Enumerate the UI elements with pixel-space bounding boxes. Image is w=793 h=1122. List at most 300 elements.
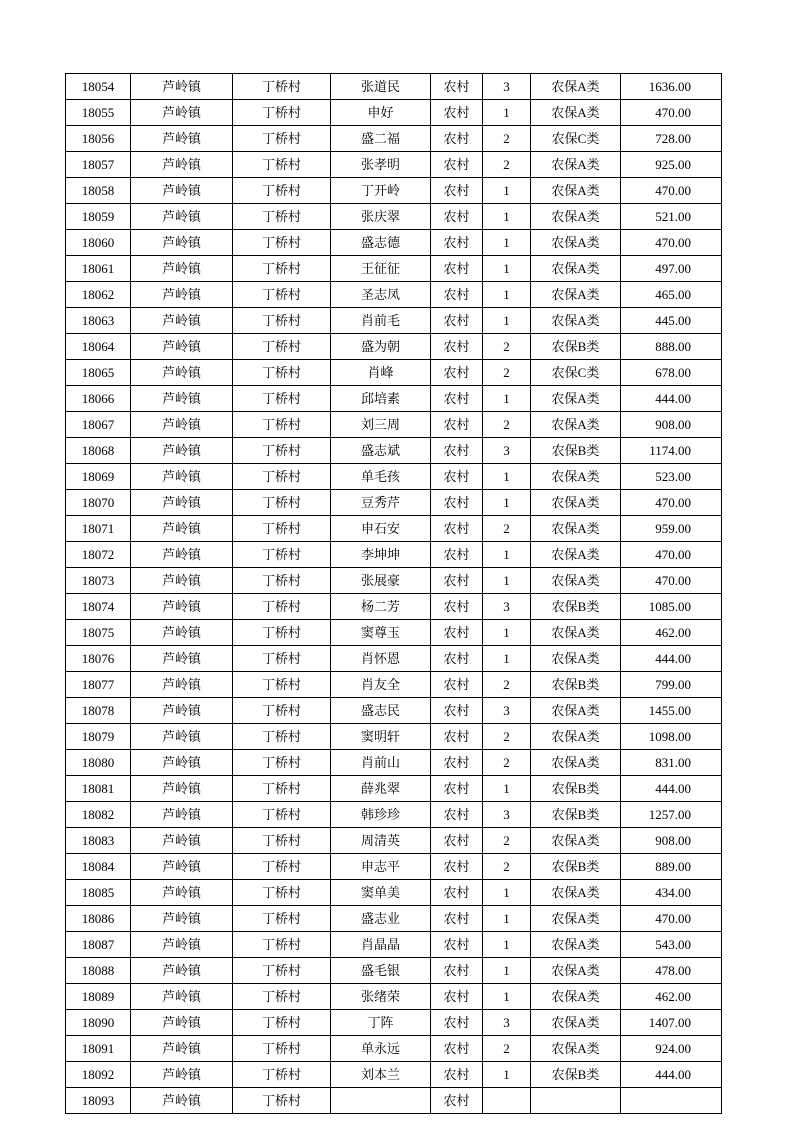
cell-town: 芦岭镇 bbox=[131, 802, 233, 828]
cell-id: 18092 bbox=[66, 1062, 131, 1088]
cell-id: 18057 bbox=[66, 152, 131, 178]
cell-count: 1 bbox=[483, 178, 531, 204]
table-row bbox=[66, 308, 722, 334]
cell-residence: 农村 bbox=[431, 906, 483, 932]
cell-town: 芦岭镇 bbox=[131, 854, 233, 880]
cell-amount: 434.00 bbox=[621, 880, 722, 906]
cell-count: 2 bbox=[483, 724, 531, 750]
cell-amount: 1407.00 bbox=[621, 1010, 722, 1036]
cell-name: 申石安 bbox=[331, 516, 431, 542]
cell-amount: 678.00 bbox=[621, 360, 722, 386]
table-row bbox=[66, 906, 722, 932]
cell-id: 18067 bbox=[66, 412, 131, 438]
cell-residence: 农村 bbox=[431, 828, 483, 854]
table-row bbox=[66, 230, 722, 256]
cell-residence: 农村 bbox=[431, 1062, 483, 1088]
roster-table-container bbox=[65, 73, 723, 1108]
cell-amount: 925.00 bbox=[621, 152, 722, 178]
cell-category: 农保A类 bbox=[531, 932, 621, 958]
cell-count: 3 bbox=[483, 438, 531, 464]
cell-count: 1 bbox=[483, 776, 531, 802]
cell-amount: 462.00 bbox=[621, 620, 722, 646]
cell-category: 农保B类 bbox=[531, 1062, 621, 1088]
cell-category: 农保C类 bbox=[531, 126, 621, 152]
cell-category: 农保A类 bbox=[531, 308, 621, 334]
cell-village: 丁桥村 bbox=[233, 438, 331, 464]
cell-residence: 农村 bbox=[431, 958, 483, 984]
cell-town: 芦岭镇 bbox=[131, 74, 233, 100]
cell-village: 丁桥村 bbox=[233, 152, 331, 178]
table-row bbox=[66, 386, 722, 412]
cell-residence: 农村 bbox=[431, 620, 483, 646]
cell-residence: 农村 bbox=[431, 698, 483, 724]
table-row bbox=[66, 256, 722, 282]
cell-category: 农保C类 bbox=[531, 360, 621, 386]
cell-amount: 1455.00 bbox=[621, 698, 722, 724]
cell-name: 单永远 bbox=[331, 1036, 431, 1062]
cell-name: 申好 bbox=[331, 100, 431, 126]
cell-category: 农保A类 bbox=[531, 204, 621, 230]
cell-category: 农保A类 bbox=[531, 464, 621, 490]
cell-name: 肖晶晶 bbox=[331, 932, 431, 958]
cell-name: 韩珍珍 bbox=[331, 802, 431, 828]
table-row bbox=[66, 1010, 722, 1036]
table-row bbox=[66, 672, 722, 698]
cell-category: 农保A类 bbox=[531, 828, 621, 854]
table-row bbox=[66, 724, 722, 750]
cell-category: 农保B类 bbox=[531, 672, 621, 698]
cell-amount: 908.00 bbox=[621, 412, 722, 438]
cell-id: 18054 bbox=[66, 74, 131, 100]
cell-name: 申志平 bbox=[331, 854, 431, 880]
cell-id: 18063 bbox=[66, 308, 131, 334]
cell-village: 丁桥村 bbox=[233, 412, 331, 438]
cell-name: 刘本兰 bbox=[331, 1062, 431, 1088]
cell-name: 盛为朝 bbox=[331, 334, 431, 360]
cell-amount: 497.00 bbox=[621, 256, 722, 282]
cell-count: 3 bbox=[483, 1010, 531, 1036]
cell-count: 1 bbox=[483, 620, 531, 646]
cell-name: 盛志民 bbox=[331, 698, 431, 724]
cell-residence: 农村 bbox=[431, 984, 483, 1010]
cell-count: 1 bbox=[483, 256, 531, 282]
table-row bbox=[66, 152, 722, 178]
cell-amount: 470.00 bbox=[621, 906, 722, 932]
cell-town: 芦岭镇 bbox=[131, 178, 233, 204]
cell-town: 芦岭镇 bbox=[131, 984, 233, 1010]
cell-count: 2 bbox=[483, 412, 531, 438]
cell-count: 2 bbox=[483, 334, 531, 360]
cell-name: 窦明轩 bbox=[331, 724, 431, 750]
cell-village: 丁桥村 bbox=[233, 1088, 331, 1114]
cell-town: 芦岭镇 bbox=[131, 1062, 233, 1088]
cell-amount: 470.00 bbox=[621, 542, 722, 568]
cell-town: 芦岭镇 bbox=[131, 672, 233, 698]
cell-name: 窦单美 bbox=[331, 880, 431, 906]
cell-town: 芦岭镇 bbox=[131, 490, 233, 516]
cell-residence: 农村 bbox=[431, 516, 483, 542]
cell-category: 农保B类 bbox=[531, 776, 621, 802]
cell-name: 张庆翠 bbox=[331, 204, 431, 230]
cell-category: 农保A类 bbox=[531, 906, 621, 932]
cell-village: 丁桥村 bbox=[233, 178, 331, 204]
cell-count: 2 bbox=[483, 750, 531, 776]
cell-id: 18066 bbox=[66, 386, 131, 412]
cell-amount: 959.00 bbox=[621, 516, 722, 542]
cell-residence: 农村 bbox=[431, 74, 483, 100]
cell-count: 2 bbox=[483, 126, 531, 152]
cell-amount: 478.00 bbox=[621, 958, 722, 984]
cell-residence: 农村 bbox=[431, 594, 483, 620]
cell-count: 1 bbox=[483, 984, 531, 1010]
cell-village: 丁桥村 bbox=[233, 230, 331, 256]
cell-count: 1 bbox=[483, 880, 531, 906]
cell-category: 农保A类 bbox=[531, 1036, 621, 1062]
cell-id: 18087 bbox=[66, 932, 131, 958]
cell-residence: 农村 bbox=[431, 750, 483, 776]
cell-id: 18084 bbox=[66, 854, 131, 880]
cell-residence: 农村 bbox=[431, 542, 483, 568]
cell-count: 3 bbox=[483, 698, 531, 724]
cell-category: 农保A类 bbox=[531, 1010, 621, 1036]
cell-residence: 农村 bbox=[431, 776, 483, 802]
cell-category: 农保A类 bbox=[531, 568, 621, 594]
cell-village: 丁桥村 bbox=[233, 776, 331, 802]
cell-town: 芦岭镇 bbox=[131, 282, 233, 308]
cell-category: 农保B类 bbox=[531, 854, 621, 880]
cell-town: 芦岭镇 bbox=[131, 412, 233, 438]
table-row bbox=[66, 464, 722, 490]
table-row bbox=[66, 516, 722, 542]
cell-residence: 农村 bbox=[431, 308, 483, 334]
cell-town: 芦岭镇 bbox=[131, 542, 233, 568]
cell-name: 丁阵 bbox=[331, 1010, 431, 1036]
cell-village: 丁桥村 bbox=[233, 1062, 331, 1088]
cell-town: 芦岭镇 bbox=[131, 516, 233, 542]
cell-village: 丁桥村 bbox=[233, 698, 331, 724]
cell-name: 肖友全 bbox=[331, 672, 431, 698]
cell-residence: 农村 bbox=[431, 1088, 483, 1114]
cell-count: 2 bbox=[483, 854, 531, 880]
cell-town: 芦岭镇 bbox=[131, 828, 233, 854]
cell-village: 丁桥村 bbox=[233, 672, 331, 698]
cell-residence: 农村 bbox=[431, 568, 483, 594]
cell-category: 农保A类 bbox=[531, 724, 621, 750]
cell-amount: 462.00 bbox=[621, 984, 722, 1010]
cell-name: 杨二芳 bbox=[331, 594, 431, 620]
cell-village: 丁桥村 bbox=[233, 1010, 331, 1036]
cell-category: 农保A类 bbox=[531, 386, 621, 412]
cell-id: 18093 bbox=[66, 1088, 131, 1114]
cell-village: 丁桥村 bbox=[233, 906, 331, 932]
table-row bbox=[66, 282, 722, 308]
cell-id: 18064 bbox=[66, 334, 131, 360]
cell-village: 丁桥村 bbox=[233, 360, 331, 386]
table-row bbox=[66, 334, 722, 360]
cell-category: 农保A类 bbox=[531, 984, 621, 1010]
cell-town: 芦岭镇 bbox=[131, 152, 233, 178]
cell-town: 芦岭镇 bbox=[131, 776, 233, 802]
cell-id: 18079 bbox=[66, 724, 131, 750]
cell-id: 18075 bbox=[66, 620, 131, 646]
cell-village: 丁桥村 bbox=[233, 724, 331, 750]
cell-category: 农保A类 bbox=[531, 282, 621, 308]
cell-village: 丁桥村 bbox=[233, 126, 331, 152]
cell-count: 2 bbox=[483, 152, 531, 178]
cell-residence: 农村 bbox=[431, 646, 483, 672]
table-row bbox=[66, 646, 722, 672]
cell-count: 1 bbox=[483, 204, 531, 230]
cell-count: 1 bbox=[483, 958, 531, 984]
cell-name bbox=[331, 1088, 431, 1114]
table-row bbox=[66, 126, 722, 152]
table-row bbox=[66, 958, 722, 984]
table-row bbox=[66, 412, 722, 438]
cell-residence: 农村 bbox=[431, 178, 483, 204]
cell-residence: 农村 bbox=[431, 230, 483, 256]
cell-count: 1 bbox=[483, 542, 531, 568]
table-row bbox=[66, 984, 722, 1010]
cell-name: 单毛孩 bbox=[331, 464, 431, 490]
cell-id: 18091 bbox=[66, 1036, 131, 1062]
cell-town: 芦岭镇 bbox=[131, 568, 233, 594]
cell-category: 农保B类 bbox=[531, 594, 621, 620]
cell-category: 农保A类 bbox=[531, 256, 621, 282]
cell-count: 1 bbox=[483, 464, 531, 490]
cell-village: 丁桥村 bbox=[233, 204, 331, 230]
cell-id: 18086 bbox=[66, 906, 131, 932]
cell-category: 农保A类 bbox=[531, 542, 621, 568]
cell-amount: 521.00 bbox=[621, 204, 722, 230]
cell-village: 丁桥村 bbox=[233, 334, 331, 360]
cell-category: 农保B类 bbox=[531, 334, 621, 360]
cell-count: 3 bbox=[483, 594, 531, 620]
cell-village: 丁桥村 bbox=[233, 256, 331, 282]
cell-village: 丁桥村 bbox=[233, 386, 331, 412]
table-row bbox=[66, 594, 722, 620]
cell-amount: 470.00 bbox=[621, 230, 722, 256]
table-body bbox=[66, 74, 722, 1114]
cell-village: 丁桥村 bbox=[233, 100, 331, 126]
cell-count: 1 bbox=[483, 646, 531, 672]
cell-id: 18069 bbox=[66, 464, 131, 490]
cell-town: 芦岭镇 bbox=[131, 620, 233, 646]
cell-category: 农保A类 bbox=[531, 698, 621, 724]
cell-town: 芦岭镇 bbox=[131, 230, 233, 256]
cell-village: 丁桥村 bbox=[233, 646, 331, 672]
cell-category bbox=[531, 1088, 621, 1114]
table-row bbox=[66, 776, 722, 802]
table-row bbox=[66, 100, 722, 126]
cell-id: 18083 bbox=[66, 828, 131, 854]
cell-town: 芦岭镇 bbox=[131, 958, 233, 984]
cell-town: 芦岭镇 bbox=[131, 308, 233, 334]
cell-village: 丁桥村 bbox=[233, 568, 331, 594]
cell-amount: 470.00 bbox=[621, 490, 722, 516]
cell-amount: 889.00 bbox=[621, 854, 722, 880]
cell-count: 3 bbox=[483, 802, 531, 828]
cell-town: 芦岭镇 bbox=[131, 1010, 233, 1036]
cell-name: 盛二福 bbox=[331, 126, 431, 152]
table-row bbox=[66, 750, 722, 776]
cell-village: 丁桥村 bbox=[233, 282, 331, 308]
cell-village: 丁桥村 bbox=[233, 984, 331, 1010]
cell-village: 丁桥村 bbox=[233, 620, 331, 646]
cell-id: 18068 bbox=[66, 438, 131, 464]
cell-amount: 470.00 bbox=[621, 568, 722, 594]
cell-amount: 444.00 bbox=[621, 1062, 722, 1088]
cell-id: 18059 bbox=[66, 204, 131, 230]
cell-count: 1 bbox=[483, 490, 531, 516]
cell-amount: 1098.00 bbox=[621, 724, 722, 750]
cell-category: 农保A类 bbox=[531, 230, 621, 256]
table-row bbox=[66, 490, 722, 516]
cell-village: 丁桥村 bbox=[233, 594, 331, 620]
cell-count: 1 bbox=[483, 308, 531, 334]
cell-town: 芦岭镇 bbox=[131, 386, 233, 412]
cell-name: 肖怀恩 bbox=[331, 646, 431, 672]
cell-amount: 444.00 bbox=[621, 386, 722, 412]
cell-residence: 农村 bbox=[431, 490, 483, 516]
cell-category: 农保B类 bbox=[531, 438, 621, 464]
cell-id: 18081 bbox=[66, 776, 131, 802]
cell-village: 丁桥村 bbox=[233, 490, 331, 516]
table-row bbox=[66, 620, 722, 646]
cell-category: 农保A类 bbox=[531, 100, 621, 126]
cell-amount: 888.00 bbox=[621, 334, 722, 360]
cell-id: 18070 bbox=[66, 490, 131, 516]
cell-amount: 728.00 bbox=[621, 126, 722, 152]
cell-category: 农保A类 bbox=[531, 490, 621, 516]
table-row bbox=[66, 854, 722, 880]
cell-town: 芦岭镇 bbox=[131, 100, 233, 126]
cell-village: 丁桥村 bbox=[233, 464, 331, 490]
cell-residence: 农村 bbox=[431, 100, 483, 126]
cell-category: 农保A类 bbox=[531, 880, 621, 906]
cell-category: 农保A类 bbox=[531, 620, 621, 646]
cell-town: 芦岭镇 bbox=[131, 1036, 233, 1062]
cell-village: 丁桥村 bbox=[233, 74, 331, 100]
cell-residence: 农村 bbox=[431, 126, 483, 152]
cell-category: 农保A类 bbox=[531, 152, 621, 178]
cell-amount: 444.00 bbox=[621, 646, 722, 672]
cell-village: 丁桥村 bbox=[233, 308, 331, 334]
cell-village: 丁桥村 bbox=[233, 1036, 331, 1062]
cell-residence: 农村 bbox=[431, 1010, 483, 1036]
cell-amount bbox=[621, 1088, 722, 1114]
table-row bbox=[66, 360, 722, 386]
cell-town: 芦岭镇 bbox=[131, 906, 233, 932]
cell-count: 3 bbox=[483, 74, 531, 100]
cell-amount: 523.00 bbox=[621, 464, 722, 490]
cell-residence: 农村 bbox=[431, 204, 483, 230]
table-row bbox=[66, 568, 722, 594]
cell-village: 丁桥村 bbox=[233, 854, 331, 880]
cell-residence: 农村 bbox=[431, 932, 483, 958]
cell-amount: 470.00 bbox=[621, 178, 722, 204]
cell-count: 2 bbox=[483, 672, 531, 698]
cell-residence: 农村 bbox=[431, 282, 483, 308]
cell-id: 18062 bbox=[66, 282, 131, 308]
cell-category: 农保B类 bbox=[531, 802, 621, 828]
cell-residence: 农村 bbox=[431, 334, 483, 360]
cell-town: 芦岭镇 bbox=[131, 698, 233, 724]
cell-id: 18090 bbox=[66, 1010, 131, 1036]
cell-count bbox=[483, 1088, 531, 1114]
cell-name: 盛志德 bbox=[331, 230, 431, 256]
cell-residence: 农村 bbox=[431, 256, 483, 282]
cell-residence: 农村 bbox=[431, 724, 483, 750]
cell-town: 芦岭镇 bbox=[131, 334, 233, 360]
cell-count: 1 bbox=[483, 568, 531, 594]
cell-name: 张道民 bbox=[331, 74, 431, 100]
cell-id: 18080 bbox=[66, 750, 131, 776]
cell-village: 丁桥村 bbox=[233, 542, 331, 568]
cell-name: 肖前毛 bbox=[331, 308, 431, 334]
cell-amount: 543.00 bbox=[621, 932, 722, 958]
table-row bbox=[66, 74, 722, 100]
cell-amount: 924.00 bbox=[621, 1036, 722, 1062]
cell-amount: 1085.00 bbox=[621, 594, 722, 620]
cell-count: 1 bbox=[483, 906, 531, 932]
cell-town: 芦岭镇 bbox=[131, 594, 233, 620]
cell-village: 丁桥村 bbox=[233, 880, 331, 906]
cell-id: 18078 bbox=[66, 698, 131, 724]
cell-name: 圣志凤 bbox=[331, 282, 431, 308]
cell-id: 18055 bbox=[66, 100, 131, 126]
cell-name: 肖峰 bbox=[331, 360, 431, 386]
table-row bbox=[66, 932, 722, 958]
table-row bbox=[66, 438, 722, 464]
cell-residence: 农村 bbox=[431, 386, 483, 412]
cell-residence: 农村 bbox=[431, 854, 483, 880]
cell-id: 18089 bbox=[66, 984, 131, 1010]
cell-residence: 农村 bbox=[431, 152, 483, 178]
cell-name: 窦尊玉 bbox=[331, 620, 431, 646]
table-row bbox=[66, 178, 722, 204]
cell-village: 丁桥村 bbox=[233, 750, 331, 776]
cell-id: 18056 bbox=[66, 126, 131, 152]
cell-id: 18061 bbox=[66, 256, 131, 282]
cell-amount: 470.00 bbox=[621, 100, 722, 126]
cell-town: 芦岭镇 bbox=[131, 464, 233, 490]
cell-count: 1 bbox=[483, 100, 531, 126]
cell-residence: 农村 bbox=[431, 464, 483, 490]
cell-count: 2 bbox=[483, 516, 531, 542]
table-row bbox=[66, 1062, 722, 1088]
cell-amount: 799.00 bbox=[621, 672, 722, 698]
cell-amount: 1636.00 bbox=[621, 74, 722, 100]
cell-id: 18058 bbox=[66, 178, 131, 204]
cell-amount: 1174.00 bbox=[621, 438, 722, 464]
cell-count: 1 bbox=[483, 932, 531, 958]
cell-id: 18072 bbox=[66, 542, 131, 568]
cell-village: 丁桥村 bbox=[233, 828, 331, 854]
roster-table bbox=[65, 73, 722, 1114]
cell-village: 丁桥村 bbox=[233, 802, 331, 828]
cell-id: 18085 bbox=[66, 880, 131, 906]
cell-name: 邱培素 bbox=[331, 386, 431, 412]
cell-name: 盛志斌 bbox=[331, 438, 431, 464]
cell-name: 张绪荣 bbox=[331, 984, 431, 1010]
cell-id: 18074 bbox=[66, 594, 131, 620]
table-row bbox=[66, 828, 722, 854]
cell-name: 丁开岭 bbox=[331, 178, 431, 204]
cell-name: 盛志业 bbox=[331, 906, 431, 932]
cell-town: 芦岭镇 bbox=[131, 126, 233, 152]
cell-village: 丁桥村 bbox=[233, 932, 331, 958]
cell-name: 刘三周 bbox=[331, 412, 431, 438]
